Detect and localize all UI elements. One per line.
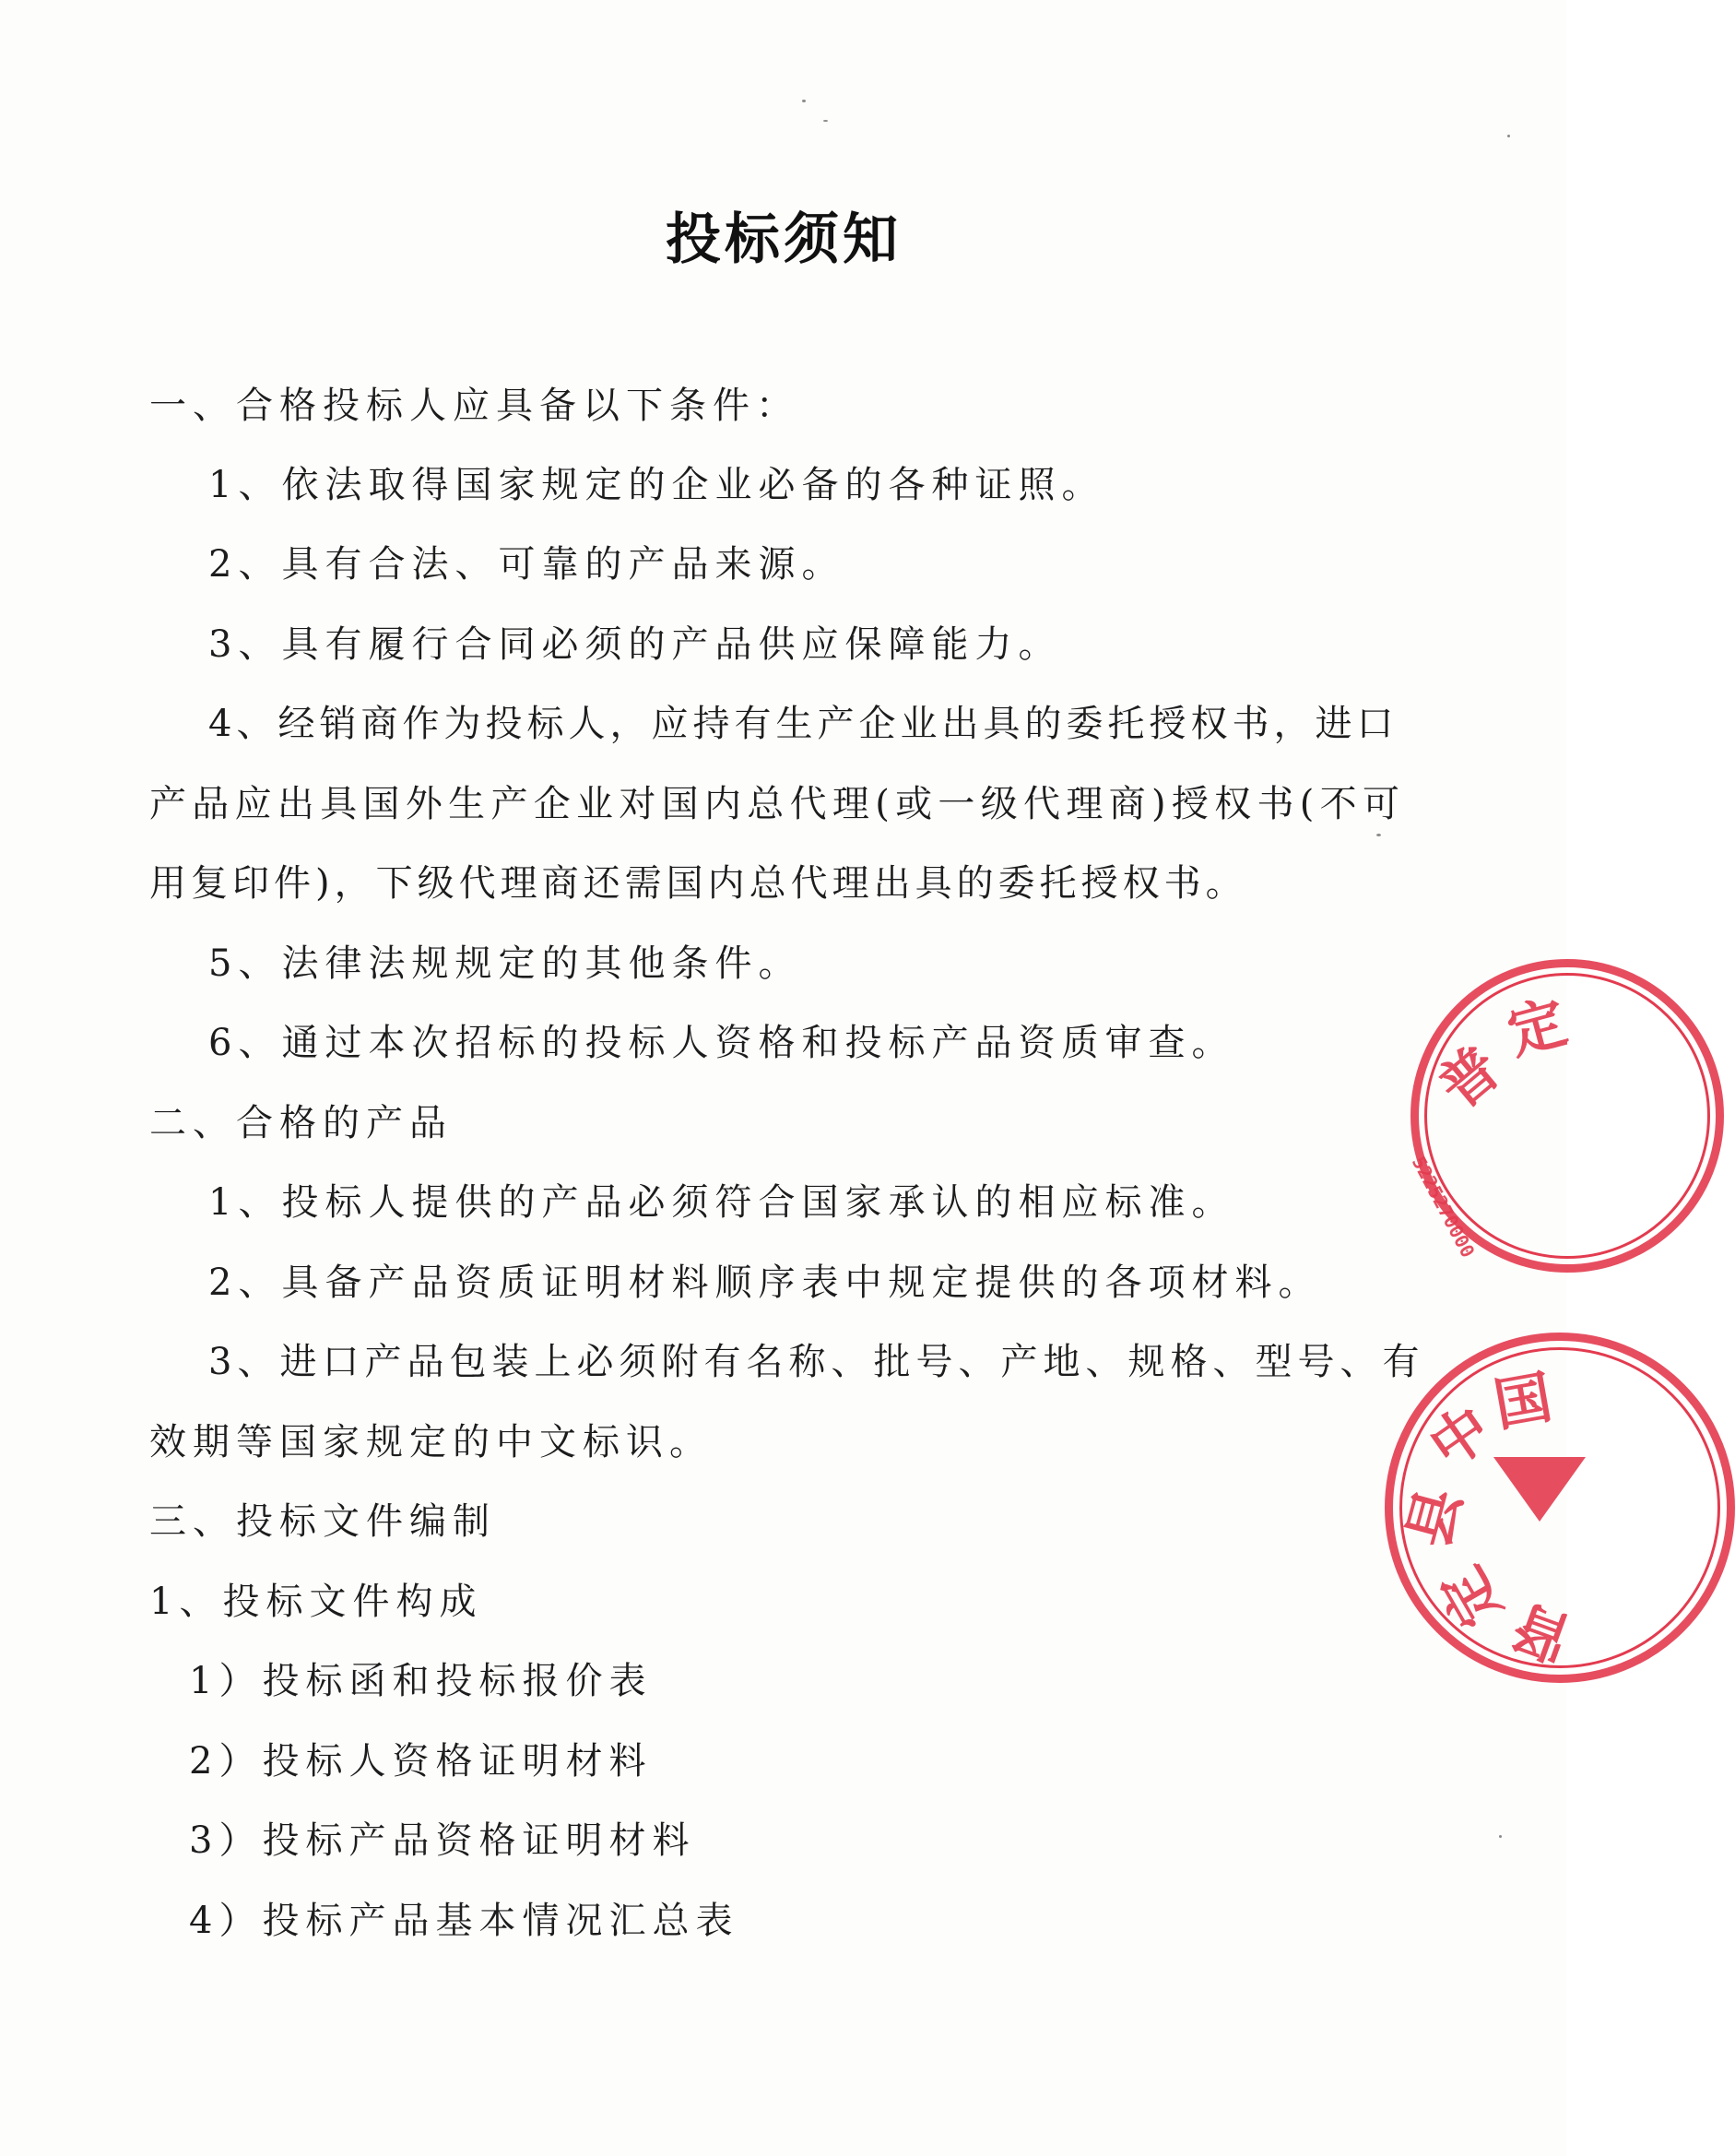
list-item-continuation: 产品应出具国外生产企业对国内总代理(或一级代理商)授权书(不可 [149, 783, 1403, 825]
list-item: 3、具有履行合同必须的产品供应保障能力。 [208, 623, 1062, 666]
seal-glyph: 定 [1427, 1555, 1515, 1640]
scan-speck [1499, 1835, 1502, 1838]
list-item: 4）投标产品基本情况汇总表 [189, 1900, 739, 1942]
subsection-heading: 1、投标文件构成 [149, 1581, 483, 1623]
list-item: 6、通过本次招标的投标人资格和投标产品资质审查。 [208, 1022, 1235, 1064]
list-item: 1）投标函和投标报价表 [189, 1660, 653, 1702]
scan-speck [1507, 135, 1510, 137]
list-item: 2、具有合法、可靠的产品来源。 [208, 543, 845, 586]
seal-glyph: 普 [1426, 1033, 1514, 1122]
list-item: 1、依法取得国家规定的企业必备的各种证照。 [208, 464, 1105, 506]
seal-glyph: 县 [1394, 1481, 1475, 1555]
list-item: 3、进口产品包装上必须附有名称、批号、产地、规格、型号、有 [208, 1341, 1425, 1383]
list-item-continuation: 用复印件)，下级代理商还需国内总代理出具的委托授权书。 [149, 862, 1247, 905]
list-item: 2）投标人资格证明材料 [189, 1740, 653, 1783]
scan-speck [802, 100, 806, 102]
list-item: 5、法律法规规定的其他条件。 [208, 942, 802, 985]
scan-speck [823, 120, 828, 122]
list-item: 1、投标人提供的产品必须符合国家承认的相应标准。 [208, 1181, 1235, 1224]
section-heading-2: 二、合格的产品 [149, 1102, 453, 1144]
seal-glyph: 中 [1417, 1392, 1504, 1482]
scan-speck [1376, 834, 1381, 836]
list-item: 2、具备产品资质证明材料顺序表中规定提供的各项材料。 [208, 1262, 1322, 1304]
list-item: 4、经销商作为投标人，应持有生产企业出具的委托授权书，进口 [208, 703, 1399, 745]
section-heading-1: 一、合格投标人应具备以下条件： [149, 385, 799, 427]
list-item: 3）投标产品资格证明材料 [189, 1819, 696, 1862]
seal-glyph: 国 [1489, 1363, 1557, 1439]
seal-glyph: 定 [1500, 988, 1574, 1068]
seal-star-icon [1493, 1457, 1586, 1522]
seal-glyph: 肾 [1504, 1590, 1581, 1674]
seal-number: 5225270000 [1407, 1153, 1480, 1262]
section-heading-3: 三、投标文件编制 [149, 1500, 496, 1543]
document-title: 投标须知 [666, 207, 902, 272]
list-item-continuation: 效期等国家规定的中文标识。 [149, 1421, 713, 1463]
